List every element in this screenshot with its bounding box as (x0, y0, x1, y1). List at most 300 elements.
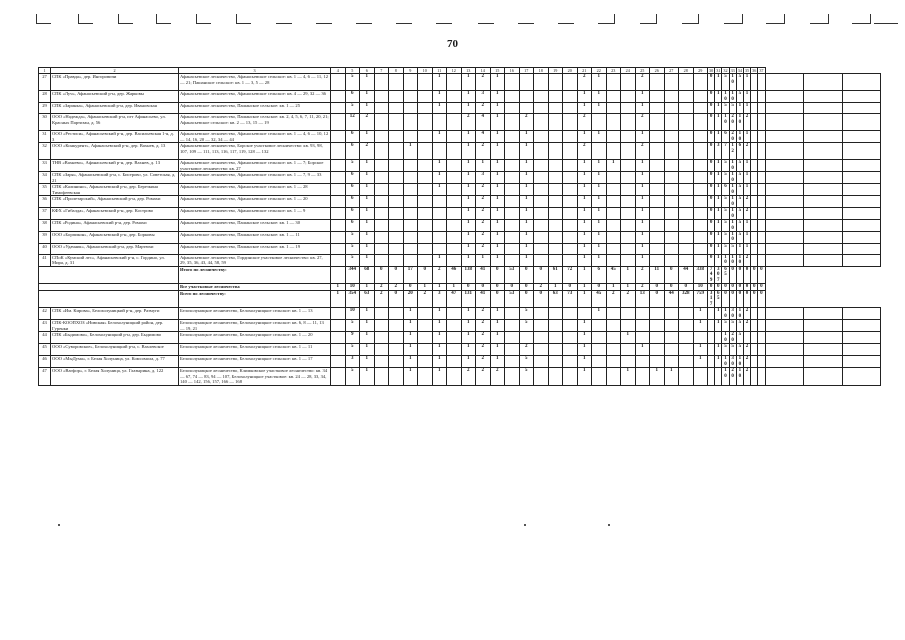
table-cell: 6 (736, 143, 743, 160)
crop-mark (156, 14, 171, 24)
table-cell (693, 114, 708, 131)
table-cell: 1 (490, 332, 505, 344)
table-cell: 30 (729, 308, 736, 320)
table-cell: 1 (715, 114, 722, 131)
table-cell: 1 (592, 243, 607, 254)
table-cell (765, 160, 804, 172)
table-cell: 0 (736, 291, 743, 308)
table-cell (331, 243, 346, 254)
table-cell: СПК «Луч», Афанасьевский р-н, дер. Жарковы (51, 91, 179, 103)
table-cell (606, 332, 621, 344)
table-cell: 5 (729, 243, 736, 254)
table-cell: 73 (563, 291, 578, 308)
table-cell (842, 254, 881, 266)
table-cell (432, 220, 447, 232)
table-cell (548, 131, 563, 143)
table-cell: Афанасьевское лесничество, Пашанское сельское: кв. 1 — 30 (179, 220, 331, 232)
table-cell: 0 (708, 131, 715, 143)
table-cell: 32 (39, 143, 51, 160)
table-cell (418, 74, 433, 91)
table-cell (374, 232, 389, 244)
table-cell: 30 (39, 114, 51, 131)
crop-mark (558, 14, 574, 24)
table-cell: 5 (736, 184, 743, 196)
crop-mark (316, 14, 332, 24)
table-cell: 0 (490, 291, 505, 308)
table-cell (621, 184, 636, 196)
table-cell: 13 (635, 291, 650, 308)
table-cell: 3 (179, 68, 331, 74)
table-cell (804, 114, 843, 131)
register-table (38, 67, 881, 386)
table-cell: 1 (461, 243, 476, 254)
table-cell (804, 243, 843, 254)
table-cell (606, 220, 621, 232)
table-cell: 1 (693, 356, 708, 368)
table-cell (679, 114, 694, 131)
table-cell: 1 (360, 356, 375, 368)
table-cell (679, 143, 694, 160)
table-cell (374, 172, 389, 184)
table-cell (650, 220, 665, 232)
table-cell: 0 (490, 266, 505, 283)
table-cell (548, 114, 563, 131)
table-cell: 2 (577, 74, 592, 91)
table-cell: 1 (360, 74, 375, 91)
table-cell: 138 (461, 266, 476, 283)
table-cell (664, 103, 679, 114)
table-cell (758, 243, 765, 254)
table-cell (563, 344, 578, 356)
table-cell: 10 (693, 284, 708, 291)
table-cell: 1 (592, 74, 607, 91)
crop-mark (396, 14, 412, 24)
table-cell (842, 114, 881, 131)
table-cell (418, 254, 433, 266)
table-cell: 0 (708, 184, 715, 196)
table-cell: 1 (743, 243, 750, 254)
table-cell: 24 (621, 68, 636, 74)
table-cell (563, 196, 578, 208)
table-cell: 1 (432, 254, 447, 266)
table-cell: 5 (736, 344, 743, 356)
table-cell (563, 232, 578, 244)
table-cell (592, 356, 607, 368)
table-cell: 29 (693, 68, 708, 74)
table-cell: 1 (715, 232, 722, 244)
table-cell (804, 320, 843, 332)
table-cell: 5 (736, 74, 743, 91)
table-cell: 2 (389, 284, 404, 291)
table-cell (804, 143, 843, 160)
table-cell (751, 103, 758, 114)
table-cell (548, 332, 563, 344)
table-cell: 1 (621, 368, 636, 385)
table-cell: 2 (432, 266, 447, 283)
table-cell: Белохолуницкое лесничество, Белохолуницкое сельское: кв. 1 — 17 (179, 356, 331, 368)
table-cell: 0 (722, 291, 729, 308)
table-cell (534, 172, 549, 184)
table-cell (563, 243, 578, 254)
table-cell (765, 308, 804, 320)
table-cell: 1 (403, 332, 418, 344)
table-cell (505, 131, 520, 143)
table-cell (621, 254, 636, 266)
table-cell: 1 (519, 243, 534, 254)
table-cell (389, 320, 404, 332)
table-cell: 1 (577, 344, 592, 356)
table-cell: ТНВ «Вахнево», Афанасьевский р-н, дер. Вахнев, д. 13 (51, 160, 179, 172)
table-cell (403, 74, 418, 91)
table-cell: 26 (650, 68, 665, 74)
table-cell (650, 320, 665, 332)
table-cell (606, 184, 621, 196)
table-cell: 0 (708, 114, 715, 131)
table-cell: ООО «Удачник», Афанасьевский р-н, дер. Мартюхи (51, 243, 179, 254)
table-cell (331, 172, 346, 184)
table-cell (374, 131, 389, 143)
table-cell (534, 254, 549, 266)
table-cell (758, 196, 765, 208)
table-cell (447, 368, 462, 385)
table-cell (758, 254, 765, 266)
table-cell: 65 (715, 291, 722, 308)
table-cell: 1 (519, 184, 534, 196)
table-row (39, 172, 881, 184)
table-cell: 10 (722, 308, 729, 320)
table-cell (447, 356, 462, 368)
table-cell (432, 232, 447, 244)
table-cell: Итого по лесничеству: (179, 266, 331, 283)
table-cell: 1 (743, 172, 750, 184)
table-cell (650, 103, 665, 114)
table-cell: 1 (360, 284, 375, 291)
table-cell: 10 (722, 91, 729, 103)
table-cell (842, 368, 881, 385)
table-cell: 29 (39, 103, 51, 114)
table-cell (765, 103, 804, 114)
table-cell (621, 143, 636, 160)
table-cell: 41 (476, 291, 491, 308)
table-cell (751, 172, 758, 184)
table-cell: 0 (743, 284, 750, 291)
table-cell (534, 196, 549, 208)
table-cell (563, 172, 578, 184)
table-cell (650, 208, 665, 220)
table-cell: 1 (461, 131, 476, 143)
table-cell (592, 320, 607, 332)
table-cell: 1 (403, 143, 418, 160)
table-cell (758, 332, 765, 344)
table-cell (331, 232, 346, 244)
table-cell (650, 74, 665, 91)
table-cell: 1 (461, 143, 476, 160)
table-cell: 0 (722, 284, 729, 291)
table-cell (447, 208, 462, 220)
table-cell: 1 (577, 266, 592, 283)
table-cell (403, 160, 418, 172)
table-cell (621, 160, 636, 172)
table-cell: 2 (374, 284, 389, 291)
table-cell (534, 131, 549, 143)
table-cell (331, 196, 346, 208)
table-cell: 1 (432, 308, 447, 320)
table-cell: ООО «Конкурент», Афанасьевский р-н, дер. Вахнев, д. 13 (51, 143, 179, 160)
table-cell: СПК «Быдимово», Белохолуницкий р-н, дер. Быдимово (51, 332, 179, 344)
table-cell (563, 160, 578, 172)
table-cell (842, 208, 881, 220)
table-cell: 1 (592, 254, 607, 266)
table-cell (389, 254, 404, 266)
table-cell: 1 (577, 103, 592, 114)
table-cell (432, 196, 447, 208)
table-cell (418, 172, 433, 184)
table-cell: 5 (722, 74, 729, 91)
table-cell: 1 (490, 103, 505, 114)
table-cell (432, 143, 447, 160)
table-cell (39, 266, 179, 283)
table-cell: 0 (418, 266, 433, 283)
crop-mark (478, 14, 494, 24)
table-cell: 63 (360, 291, 375, 308)
table-cell: 5 (345, 320, 360, 332)
table-cell (693, 103, 708, 114)
table-cell: 10 (722, 356, 729, 368)
table-cell (534, 356, 549, 368)
table-cell: 13 (461, 68, 476, 74)
table-cell: 0 (708, 232, 715, 244)
table-cell: 1 (693, 308, 708, 320)
crop-mark (276, 14, 292, 24)
table-cell (621, 356, 636, 368)
table-cell: 15 (490, 68, 505, 74)
table-cell (804, 232, 843, 244)
table-cell: 1 (490, 208, 505, 220)
table-cell: 10 (736, 131, 743, 143)
register-table-wrap (38, 67, 881, 386)
table-cell: 30 (729, 356, 736, 368)
table-cell (606, 320, 621, 332)
table-cell (548, 232, 563, 244)
table-cell (418, 143, 433, 160)
table-cell (693, 184, 708, 196)
table-cell: 45 (39, 344, 51, 356)
table-cell: 5 (722, 243, 729, 254)
table-cell: 1 (715, 91, 722, 103)
table-cell: 1 (432, 91, 447, 103)
table-cell (447, 143, 462, 160)
table-cell: 0 (563, 284, 578, 291)
table-cell (751, 114, 758, 131)
table-cell (505, 232, 520, 244)
table-cell: 4 (476, 114, 491, 131)
table-cell: 47 (39, 368, 51, 385)
table-cell (534, 74, 549, 91)
table-cell (621, 344, 636, 356)
table-cell: 1 (635, 344, 650, 356)
table-cell: 1 (635, 184, 650, 196)
table-cell: 10 (736, 308, 743, 320)
table-cell: 31 (716, 68, 721, 73)
table-cell: 1 (743, 184, 750, 196)
table-cell (331, 254, 346, 266)
table-cell: 1 (635, 243, 650, 254)
table-cell: 33 (39, 160, 51, 172)
table-cell (708, 320, 715, 332)
table-cell: 10 (729, 74, 736, 91)
table-cell (505, 254, 520, 266)
table-cell: 1 (461, 356, 476, 368)
table-cell (650, 356, 665, 368)
table-cell: 1 (577, 332, 592, 344)
table-cell (374, 332, 389, 344)
table-cell: 1 (519, 196, 534, 208)
table-cell: 2 (743, 356, 750, 368)
table-cell: 41 (39, 254, 51, 266)
table-cell (331, 356, 346, 368)
table-cell: 1 (743, 74, 750, 91)
table-cell (758, 308, 765, 320)
table-cell: 1 (577, 208, 592, 220)
table-cell (693, 91, 708, 103)
table-cell (679, 320, 694, 332)
table-cell: 1 (403, 344, 418, 356)
table-cell (679, 208, 694, 220)
table-cell (765, 254, 804, 266)
table-cell (758, 74, 765, 91)
table-cell: 5 (736, 196, 743, 208)
table-cell: 1 (432, 74, 447, 91)
table-cell: 1 (693, 320, 708, 332)
table-cell: 749 (708, 266, 715, 283)
crop-mark (78, 14, 93, 24)
table-cell (650, 344, 665, 356)
table-cell (804, 172, 843, 184)
table-cell: 5 (519, 356, 534, 368)
table-cell: 1 (519, 143, 534, 160)
table-cell (621, 243, 636, 254)
table-cell (621, 172, 636, 184)
table-cell (664, 308, 679, 320)
table-row (39, 344, 881, 356)
table-cell (804, 184, 843, 196)
table-cell (765, 184, 804, 196)
table-cell: Афанасьевское лесничество, Пашанское сельское: кв. 1 — 25 (179, 103, 331, 114)
table-cell: 1 (360, 172, 375, 184)
table-cell: 2 (476, 103, 491, 114)
table-cell: 1 (743, 220, 750, 232)
table-cell: 1 (577, 320, 592, 332)
table-cell: 0 (650, 291, 665, 308)
table-cell: 1 (743, 160, 750, 172)
table-cell (447, 232, 462, 244)
table-cell (664, 196, 679, 208)
table-cell: 2 (476, 184, 491, 196)
table-cell (621, 103, 636, 114)
table-cell (693, 243, 708, 254)
table-cell: 9 (345, 332, 360, 344)
table-cell (534, 220, 549, 232)
table-cell: 5 (345, 232, 360, 244)
table-cell: 1 (490, 143, 505, 160)
table-cell: 6 (722, 131, 729, 143)
table-cell: 1 (715, 308, 722, 320)
table-cell (693, 143, 708, 160)
table-cell: 20 (729, 368, 736, 385)
table-cell: 1 (606, 160, 621, 172)
table-cell (403, 254, 418, 266)
table-cell (765, 332, 804, 344)
table-cell: 2 (621, 291, 636, 308)
table-cell (842, 220, 881, 232)
table-cell (592, 344, 607, 356)
table-cell (751, 184, 758, 196)
table-cell: 1 (577, 368, 592, 385)
table-cell: 14 (476, 68, 491, 74)
table-cell (842, 344, 881, 356)
table-cell (447, 131, 462, 143)
table-cell (765, 368, 804, 385)
table-cell: 1 (432, 131, 447, 143)
table-cell: 1 (461, 308, 476, 320)
table-cell: 1 (519, 160, 534, 172)
table-cell (447, 184, 462, 196)
table-cell: 0 (505, 284, 520, 291)
table-cell: 7 (722, 143, 729, 160)
table-cell: 0 (374, 266, 389, 283)
totals-row (39, 291, 881, 308)
crop-mark (196, 14, 211, 24)
table-cell (708, 332, 715, 344)
table-cell (432, 114, 447, 131)
table-cell: 1 (715, 131, 722, 143)
table-cell: 1 (577, 131, 592, 143)
table-cell (331, 160, 346, 172)
table-cell (389, 160, 404, 172)
table-cell: 2 (476, 220, 491, 232)
table-cell (621, 74, 636, 91)
table-cell: 1 (39, 68, 51, 74)
table-cell: 10 (729, 160, 736, 172)
table-cell (758, 143, 765, 160)
table-cell (621, 320, 636, 332)
table-cell (403, 131, 418, 143)
table-cell: 1 (548, 284, 563, 291)
table-cell: 1 (461, 91, 476, 103)
table-cell: 37 (39, 208, 51, 220)
table-cell (842, 320, 881, 332)
table-cell (751, 344, 758, 356)
table-cell: 1 (635, 196, 650, 208)
table-cell (505, 184, 520, 196)
table-cell: 2 (461, 368, 476, 385)
table-cell: 0 (708, 143, 715, 160)
table-cell: 1 (461, 232, 476, 244)
table-cell: 0 (751, 291, 758, 308)
table-cell: 5 (736, 220, 743, 232)
table-cell (418, 208, 433, 220)
table-row (39, 160, 881, 172)
table-cell: 1 (577, 160, 592, 172)
table-cell: СПоК «Кумский лес», Афанасьевский р-н, с. Гордино, ул. Мира, д. 31 (51, 254, 179, 266)
table-cell: 2 (476, 344, 491, 356)
table-cell: 5 (345, 254, 360, 266)
table-cell (563, 208, 578, 220)
table-cell: 2 (635, 143, 650, 160)
crop-mark (724, 14, 743, 24)
table-cell (331, 143, 346, 160)
table-cell (621, 114, 636, 131)
